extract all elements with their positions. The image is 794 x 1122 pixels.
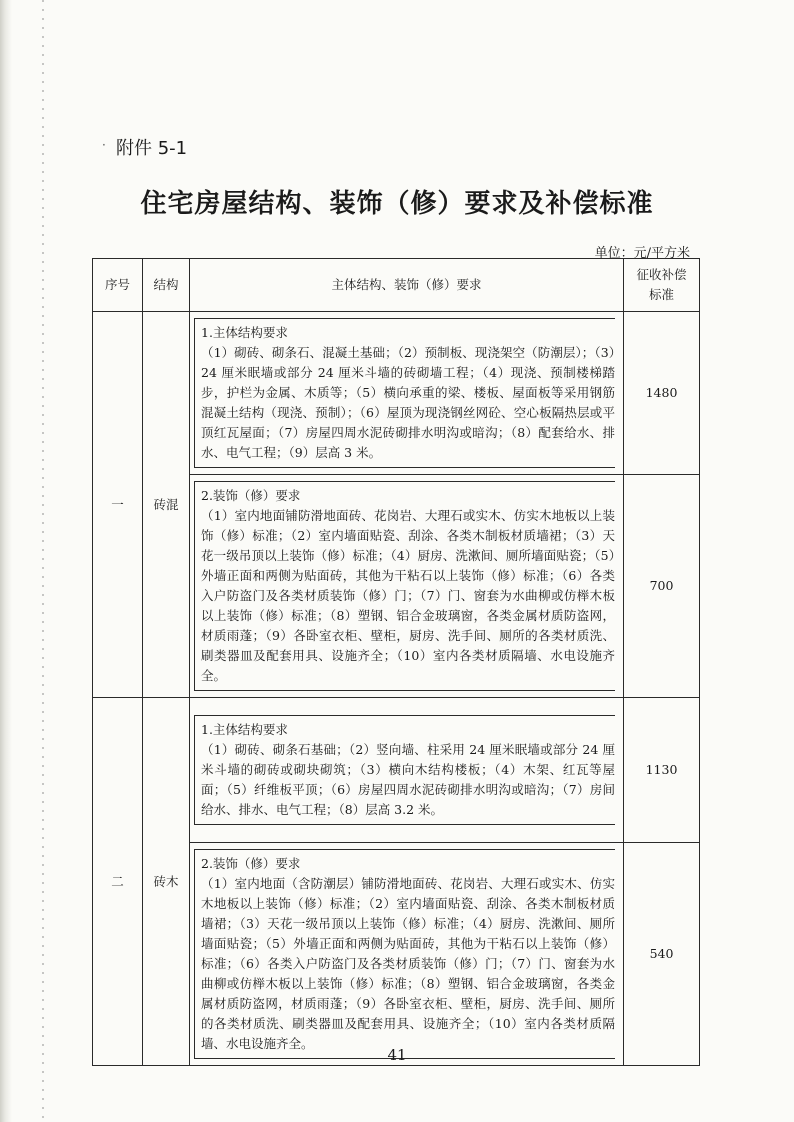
row-structure: 砖混 [143, 312, 190, 698]
row-index: 二 [93, 698, 143, 1066]
header-index: 序号 [93, 259, 143, 312]
header-standard [624, 259, 700, 312]
compensation-table [92, 258, 700, 1066]
requirement-body: （1）室内地面（含防潮层）铺防滑地面砖、花岗岩、大理石或实木、仿实木地板以上装饰（修）标准；（2）室内墙面贴瓷、刮涂、各类木制板材质墙裙；（3）天花一级吊顶以上装饰（修）标准；（4）厨房、洗漱间、厕所墙面贴瓷；（5）外墙正面和两侧为贴面砖，其他为干粘石以上装饰（修）标准；（6）各类入户防盗门及各类材质装饰（修）门；（7）门、窗套为水曲柳或仿榉木板以上装饰（修）标准；（8）塑钢、铝合金玻璃窗，各类金属材质防盗网，材质雨蓬；（9）各卧室衣柜、壁柜，厨房、洗手间、厕所的各类材质洗、刷类器皿及配套用具、设施齐全；（10）室内各类材质隔墙、水电设施齐全。 [201, 876, 615, 1051]
requirement-heading: 2.装饰（修）要求 [201, 488, 301, 503]
page-title: 住宅房屋结构、装饰（修）要求及补偿标准 [140, 189, 654, 219]
requirement-cell [190, 698, 624, 843]
header-standard-line1: 征收补偿 [636, 267, 687, 282]
standard-value: 540 [624, 843, 700, 1066]
header-requirements: 主体结构、装饰（修）要求 [190, 259, 624, 312]
scan-dots [42, 0, 44, 1122]
requirement-body: （1）室内地面铺防滑地面砖、花岗岩、大理石或实木、仿实木地板以上装饰（修）标准；（2）室内墙面贴瓷、刮涂、各类木制板材质墙裙；（3）天花一级吊顶以上装饰（修）标准；（4）厨房、洗漱间、厕所墙面贴瓷；（5）外墙正面和两侧为贴面砖，其他为干粘石以上装饰（修）标准；（6）各类入户防盗门及各类材质装饰（修）门；（7）门、窗套为水曲柳或仿榉木板以上装饰（修）标准；（8）塑钢、铝合金玻璃窗，各类金属材质防盗网，材质雨蓬；（9）各卧室衣柜、壁柜，厨房、洗手间、厕所的各类材质洗、刷类器皿及配套用具、设施齐全；（10）室内各类材质隔墙、水电设施齐全。 [201, 508, 615, 683]
unit-label: 单位：元/平方米 [594, 246, 690, 261]
header-structure: 结构 [143, 259, 190, 312]
table-header-row [93, 259, 700, 312]
row-index: 一 [93, 312, 143, 698]
requirement-box [194, 715, 615, 825]
row-structure: 砖木 [143, 698, 190, 1066]
attachment-label-text: 附件 5-1 [116, 138, 188, 159]
standard-value: 1480 [624, 312, 700, 475]
requirement-heading: 1.主体结构要求 [201, 722, 288, 737]
table-row [93, 698, 700, 843]
attachment-label [102, 134, 188, 160]
standard-value: 1130 [624, 698, 700, 843]
requirement-box [194, 849, 615, 1059]
requirement-heading: 1.主体结构要求 [201, 325, 288, 340]
standard-value: 700 [624, 475, 700, 698]
requirement-box [194, 481, 615, 691]
table-row [93, 312, 700, 475]
requirement-body: （1）砌砖、砌条石、混凝土基础；（2）预制板、现浇架空（防潮层）；（3）24 厘米眠墙或部分 24 厘米斗墙的砖砌墙工程；（4）现浇、预制楼梯踏步，护栏为金属、木质等；（5）横向承重的梁、楼板、屋面板等采用钢筋混凝土结构（现浇、预制）；（6）屋顶为现浇钢丝网砼、空心板隔热层或平顶红瓦屋面；（7）房屋四周水泥砖砌排水明沟或暗沟；（8）配套给水、排水、电气工程；（9）层高 3 米。 [201, 345, 615, 460]
requirement-box [194, 318, 615, 468]
bullet-dot: · [102, 138, 106, 152]
requirement-cell [190, 312, 624, 475]
requirement-cell [190, 475, 624, 698]
scan-edge [0, 0, 12, 1122]
page-number: 41 [387, 1046, 407, 1064]
requirement-body: （1）砌砖、砌条石基础；（2）竖向墙、柱采用 24 厘米眠墙或部分 24 厘米斗墙的砌砖或砌块砌筑；（3）横向木结构楼板；（4）木架、红瓦等屋面；（5）纤维板平顶；（6）房屋四周水泥砖砌排水明沟或暗沟；（7）房间给水、排水、电气工程；（8）层高 3.2 米。 [201, 742, 615, 817]
requirement-heading: 2.装饰（修）要求 [201, 856, 301, 871]
header-standard-line2: 标准 [648, 287, 674, 302]
requirement-cell [190, 843, 624, 1066]
